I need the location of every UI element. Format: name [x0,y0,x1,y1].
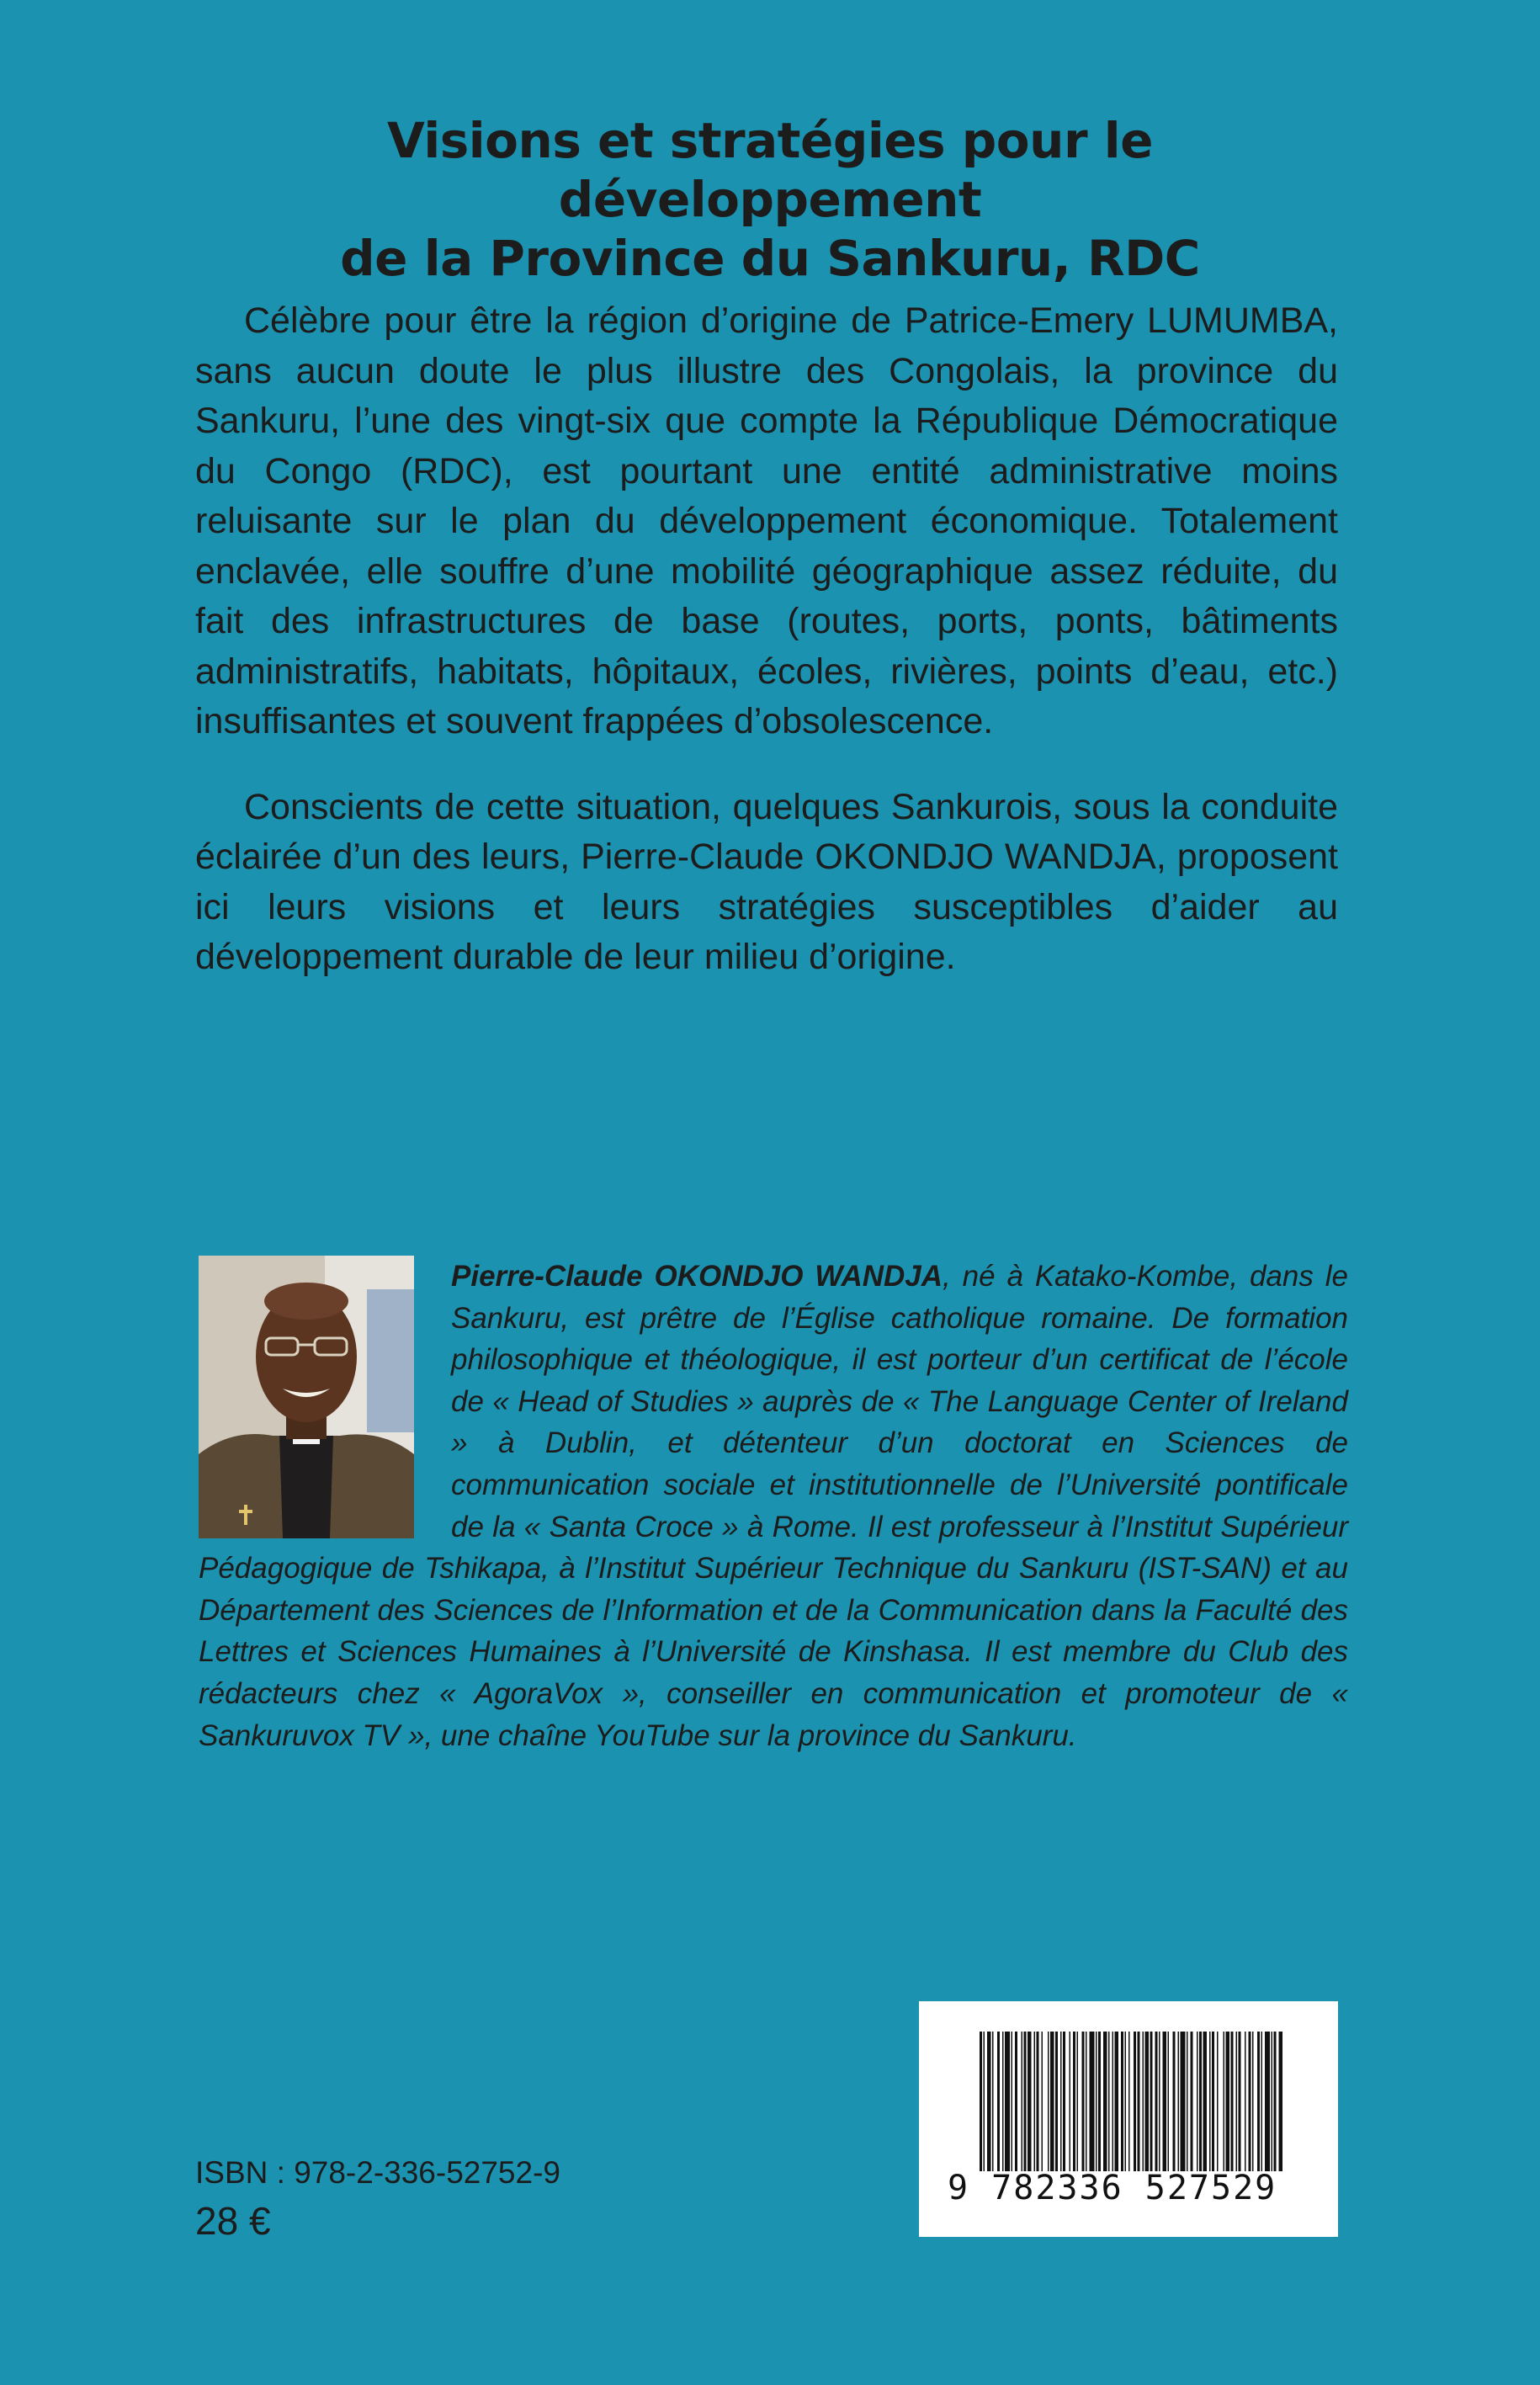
barcode-bar [1005,2032,1010,2171]
barcode-bar [1115,2032,1119,2171]
barcode-bar [1121,2032,1123,2171]
barcode-bar [980,2032,982,2171]
barcode-bar [1082,2032,1085,2171]
barcode-bar [1279,2032,1283,2171]
barcode-bar [1138,2032,1140,2171]
barcode-bar [1150,2032,1153,2171]
barcode-bar [1191,2032,1193,2171]
barcode-bar [1272,2032,1273,2171]
barcode-bar [1125,2032,1127,2171]
book-title [168,111,1372,288]
barcode-bar [1113,2032,1114,2171]
barcode-digits: 9 782336 527529 [948,2169,1277,2207]
barcode-bar [1252,2032,1254,2171]
barcode-bar [1143,2032,1144,2171]
barcode-bar [1063,2032,1065,2171]
barcode-bar [1145,2032,1150,2171]
barcode-bar [1012,2032,1013,2171]
barcode-bar [1274,2032,1277,2171]
barcode-bar [984,2032,985,2171]
barcode-bar [1086,2032,1087,2171]
barcode-bar [1239,2032,1241,2171]
barcode-bar [1055,2032,1058,2171]
barcode-bar [1159,2032,1160,2171]
barcode-bar [1050,2032,1054,2171]
barcode-bar [1090,2032,1095,2171]
barcode-bar [1231,2032,1234,2171]
book-title-line-2: de la Province du Sankuru, RDC [340,230,1200,287]
author-biography [199,1256,1348,1756]
author-bio-text: , né à Katako-Kombe, dans le Sankuru, est prêtre de l’Église catholique romaine. De formation philosophique et théologique, il est porteur d’un certificat de l’école de « Head of Studies » auprès de « The Language Center of Ireland » à Dublin, et détenteur d’un doctorat en Sciences de communication sociale et institutionnelle de l’Université pontificale de la « Santa Croce » à Rome. Il est professeur à l’Institut Supérieur Pédagogique de Tshikapa, à l’Institut Supérieur Technique du Sankuru (IST-SAN) et au Département des Sciences de l’Information et de la Communication dans la Faculté des Lettres et Sciences Humaines à l’Université de Kinshasa. Il est membre du Club des rédacteurs chez « AgoraVox », conseiller en communication et promoteur de « Sankuruvox TV », une chaîne YouTube sur la province du Sankuru. [199,1260,1348,1752]
barcode-bar [1168,2032,1170,2171]
barcode-bar [1226,2032,1230,2171]
barcode-bar [1042,2032,1043,2171]
barcode-bar [1048,2032,1049,2171]
barcode-bar [997,2032,1000,2171]
barcode-bar [1217,2032,1219,2171]
barcode-bar [1128,2032,1130,2171]
barcode-bar [1187,2032,1188,2171]
barcode-bar [1108,2032,1110,2171]
barcode-bar [1096,2032,1097,2171]
book-summary [195,296,1338,1018]
barcode-bar [1028,2032,1032,2171]
summary-paragraph-1: Célèbre pour être la région d’origine de Patrice-Emery LUMUMBA, sans aucun doute le plus illustre des Congolais, la province du Sankuru, l’une des vingt-six que compte la République Démocratique du Congo (RDC), est pourtant une entité administrative moins reluisante sur le plan du développement économique. Totalement enclavée, elle souffre d’une mobilité géographique assez réduite, du fait des infrastructures de base (routes, ports, ponts, bâtiments administratifs, habitats, hôpitaux, écoles, rivières, points d’eau, etc.) insuffisantes et souvent frappées d’obsolescence. [195,300,1338,741]
barcode-bars [980,2032,1282,2171]
barcode-bar [1163,2032,1167,2171]
price-label: 28 € [195,2199,271,2243]
barcode-bar [1245,2032,1246,2171]
barcode-bar [1060,2032,1062,2171]
barcode-bar [1077,2032,1079,2171]
barcode-bar [1199,2032,1202,2171]
barcode-bar [987,2032,991,2171]
isbn-label: ISBN : 978-2-336-52752-9 [195,2155,560,2190]
barcode-bar [1224,2032,1225,2171]
barcode-bar [1209,2032,1211,2171]
barcode-bar [1212,2032,1214,2171]
barcode-bar [1173,2032,1176,2171]
barcode-bar [1236,2032,1238,2171]
barcode [919,2001,1338,2237]
barcode-bar [1178,2032,1180,2171]
barcode-bar [992,2032,994,2171]
summary-paragraph-2: Conscients de cette situation, quelques Sankurois, sous la conduite éclairée d’un des leurs, Pierre-Claude OKONDJO WANDJA, proposent ici leurs visions et leurs stratégies susceptibles d’aider au développement durable de leur milieu d’origine. [195,786,1338,977]
barcode-bar [1134,2032,1136,2171]
barcode-bar [1037,2032,1039,2171]
barcode-bar [1070,2032,1071,2171]
author-name: Pierre-Claude OKONDJO WANDJA [451,1260,943,1293]
barcode-bar [1203,2032,1208,2171]
barcode-bar [1103,2032,1107,2171]
book-title-line-1: Visions et stratégies pour le développement [387,112,1153,228]
barcode-bar [1197,2032,1198,2171]
barcode-bar [1015,2032,1017,2171]
barcode-bar [1034,2032,1036,2171]
barcode-bar [1022,2032,1023,2171]
barcode-bar [1073,2032,1075,2171]
barcode-bar [1265,2032,1270,2171]
barcode-bar [1024,2032,1027,2171]
barcode-bar [1261,2032,1263,2171]
barcode-bar [1249,2032,1251,2171]
barcode-bar [1257,2032,1260,2171]
barcode-bar [1002,2032,1004,2171]
barcode-bar [1155,2032,1158,2171]
barcode-bar [1098,2032,1101,2171]
portrait-spacer [199,1256,414,1542]
barcode-bar [1181,2032,1186,2171]
